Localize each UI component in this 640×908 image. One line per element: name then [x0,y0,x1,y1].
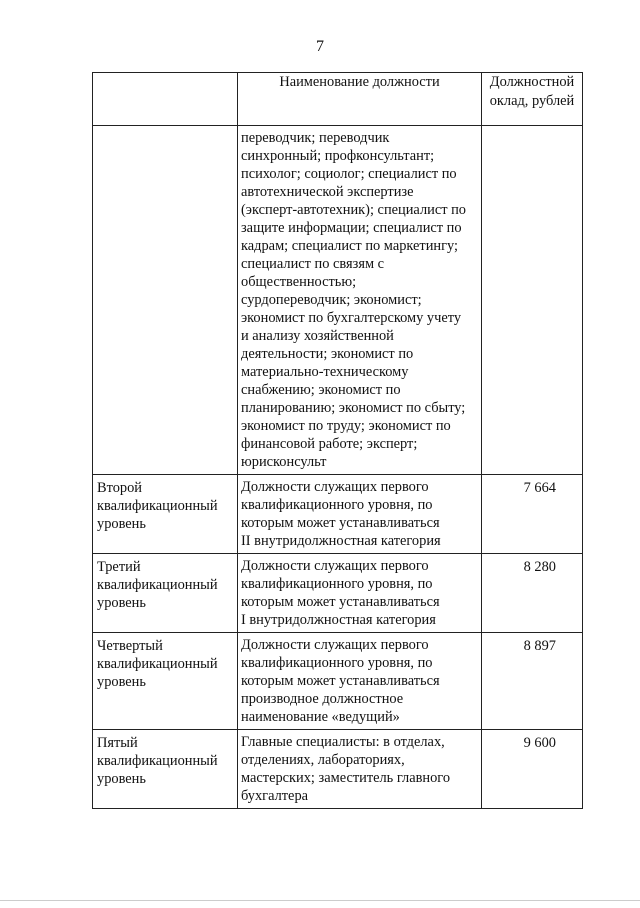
level-cell [93,475,238,554]
table-row [93,730,583,809]
level-cell [93,554,238,633]
salary-cell [482,730,583,809]
level-cell [93,633,238,730]
positions-cell [238,475,482,554]
level-text: Третий квалификационный уровень [97,559,218,611]
table-row [93,554,583,633]
table-row [93,633,583,730]
header-salary-text: Должностной оклад, рублей [489,74,575,109]
header-position-name: Наименование должности [238,73,482,126]
salary-value [482,126,582,130]
level-cell [93,126,238,475]
table-row [93,126,583,475]
table-header-row [93,73,583,126]
positions-cell [238,126,482,475]
positions-cell [238,554,482,633]
salary-value: 8 280 [523,559,556,575]
level-text: Четвертый квалификационный уровень [97,638,218,690]
page-number: 7 [316,38,324,55]
positions-text: Должности служащих первого квалификационного уровня, по которым может устанавливаться I внутридолжностная категория [241,558,440,628]
level-text [93,126,237,133]
positions-text: Главные специалисты: в отделах, отделениях, лабораториях, мастерских; заместитель главного бухгалтера [241,734,451,804]
salary-cell [482,633,583,730]
salary-value: 7 664 [523,480,556,496]
header-salary [482,73,583,126]
level-text: Второй квалификационный уровень [97,480,218,532]
salary-table [92,72,583,809]
table-row [93,475,583,554]
positions-text: переводчик; переводчик синхронный; профконсультант; психолог; социолог; специалист по автотехнической экспертизе (эксперт-автотехник); специалист по защите информации; специалист по кадрам; специалист по маркетингу; специалист по связям с общественностью; сурдопереводчик; экономист; экономист по бухгалтерскому учету и анализу хозяйственной деятельности; экономист по материально-техническому снабжению; экономист по планированию; экономист по сбыту; экономист по труду; экономист по финансовой работе; эксперт; юрисконсульт [241,130,467,470]
salary-value: 8 897 [523,638,556,654]
salary-value: 9 600 [523,735,556,751]
header-level [93,73,238,126]
positions-text: Должности служащих первого квалификационного уровня, по которым может устанавливаться II внутридолжностная категория [241,479,441,549]
positions-cell [238,633,482,730]
salary-cell [482,554,583,633]
level-text: Пятый квалификационный уровень [97,735,218,787]
level-cell [93,730,238,809]
salary-cell [482,126,583,475]
positions-text: Должности служащих первого квалификационного уровня, по которым может устанавливаться производное должностное наименование «ведущий» [241,637,440,725]
salary-cell [482,475,583,554]
page-bottom-edge [0,900,640,901]
positions-cell [238,730,482,809]
